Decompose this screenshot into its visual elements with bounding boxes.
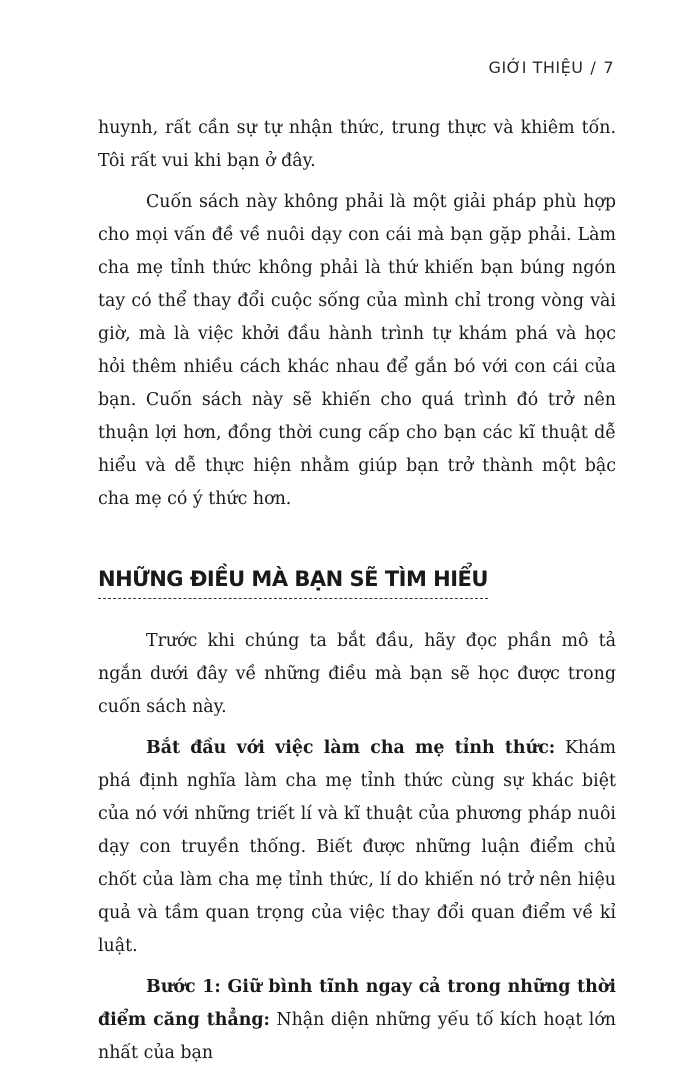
section-heading: NHỮNG ĐIỀU MÀ BẠN SẼ TÌM HIỂU — [98, 564, 488, 599]
list-item-getting-started — [98, 732, 616, 963]
page-number: 7 — [603, 58, 614, 77]
header-section-title: GIỚI THIỆU — [488, 58, 584, 77]
item-lead: Bước 1: Giữ bình tĩnh ngay cả trong những thời điểm căng thẳng: — [98, 977, 616, 1030]
running-header — [489, 58, 614, 77]
page-body — [98, 112, 616, 1078]
paragraph-book-purpose: Cuốn sách này không phải là một giải pháp phù hợp cho mọi vấn đề về nuôi dạy con cái mà bạn gặp phải. Làm cha mẹ tỉnh thức không phải là thứ khiến bạn búng ngón tay có thể thay đổi cuộc sống của mình chỉ trong vòng vài giờ, mà là việc khởi đầu hành trình tự khám phá và học hỏi thêm nhiều cách khác nhau để gắn bó với con cái của bạn. Cuốn sách này sẽ khiến cho quá trình đó trở nên thuận lợi hơn, đồng thời cung cấp cho bạn các kĩ thuật dễ hiểu và dễ thực hiện nhằm giúp bạn trở thành một bậc cha mẹ có ý thức hơn. — [98, 192, 616, 509]
list-item-step-1 — [98, 971, 616, 1070]
item-text: Nhận diện những yếu tố kích hoạt lớn nhất của bạn — [98, 1010, 617, 1063]
item-text: Khám phá định nghĩa làm cha mẹ tỉnh thức cùng sự khác biệt của nó với những triết lí và kĩ thuật của phương pháp nuôi dạy con truyền thống. Biết được những luận điểm chủ chốt của làm cha mẹ tỉnh thức, lí do khiến nó trở nên hiệu quả và tầm quan trọng của việc thay đổi quan điểm về kỉ luật. — [98, 738, 616, 956]
header-separator: / — [590, 58, 597, 77]
item-lead: Bắt đầu với việc làm cha mẹ tỉnh thức: — [146, 738, 556, 758]
section-intro: Trước khi chúng ta bắt đầu, hãy đọc phần mô tả ngắn dưới đây về những điều mà bạn sẽ học được trong cuốn sách này. — [98, 631, 616, 717]
section-heading-wrapper — [98, 564, 616, 599]
paragraph-continuation: huynh, rất cần sự tự nhận thức, trung thực và khiêm tốn. Tôi rất vui khi bạn ở đây. — [98, 118, 616, 171]
